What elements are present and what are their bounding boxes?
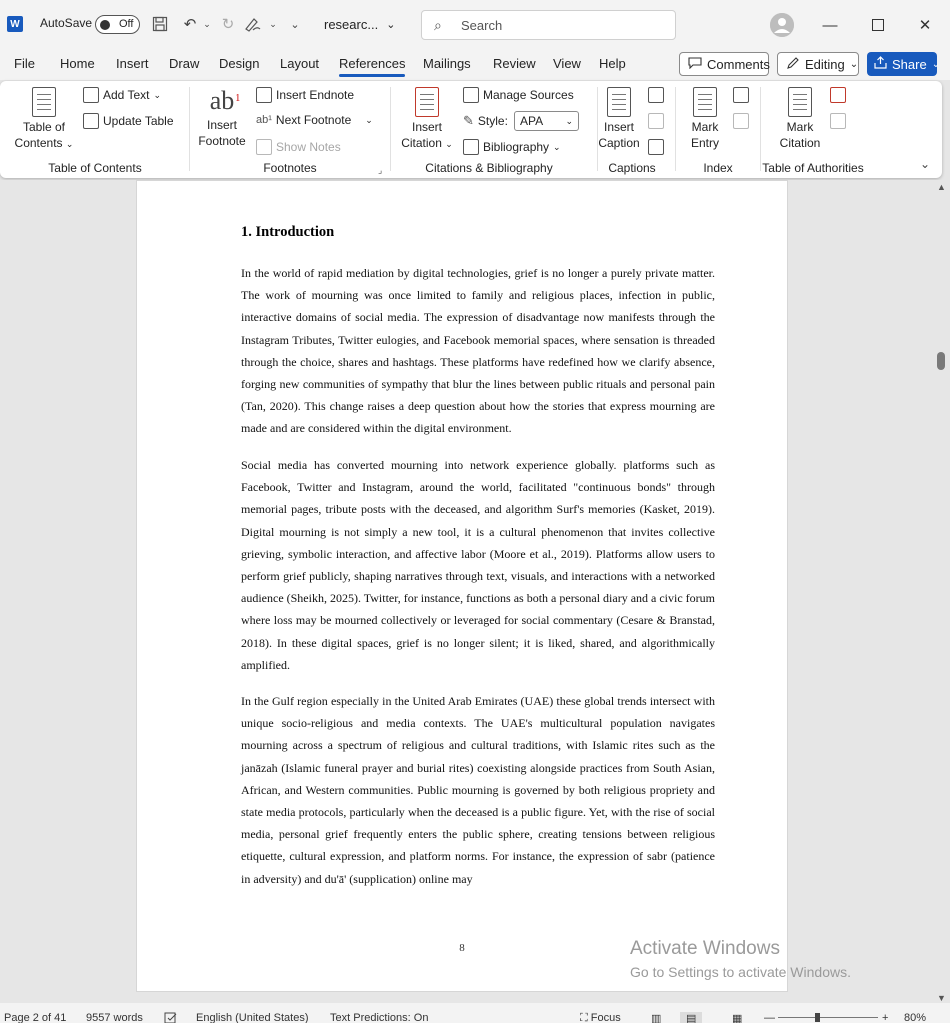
mark-citation-button[interactable] — [777, 87, 823, 151]
insert-caption-button[interactable] — [594, 87, 644, 151]
next-footnote-icon: ab¹ — [256, 114, 272, 126]
show-notes-icon — [256, 139, 272, 155]
document-title-text: researc... — [324, 17, 379, 32]
insert-caption-icon — [607, 87, 631, 117]
tab-layout[interactable]: Layout — [280, 56, 320, 71]
print-layout-icon[interactable]: ▤ — [680, 1012, 702, 1023]
page-number: 8 — [459, 942, 465, 954]
web-layout-icon[interactable]: ▦ — [732, 1013, 743, 1023]
zoom-slider-thumb[interactable] — [815, 1013, 820, 1022]
table-of-contents-label-text: Contents — [14, 136, 63, 150]
search-placeholder: Search — [461, 18, 503, 33]
document-page[interactable] — [136, 180, 788, 992]
next-footnote-button[interactable] — [256, 113, 373, 127]
table-of-contents-icon — [32, 87, 56, 117]
close-icon[interactable]: ✕ — [918, 17, 932, 34]
insert-table-of-authorities-icon[interactable] — [830, 87, 846, 103]
tab-view[interactable]: View — [553, 56, 581, 71]
undo-icon[interactable]: ↶ — [183, 16, 197, 33]
chevron-down-icon: ⌄ — [553, 141, 561, 152]
document-area — [0, 180, 933, 1003]
search-icon: ⌕ — [434, 17, 442, 33]
tab-file[interactable]: File — [14, 56, 35, 71]
mark-entry-icon — [693, 87, 717, 117]
chevron-down-icon: ⌄ — [849, 58, 859, 70]
tab-home[interactable]: Home — [60, 56, 95, 71]
manage-sources-icon — [463, 87, 479, 103]
maximize-icon[interactable] — [865, 12, 891, 38]
update-authorities-icon — [830, 113, 846, 129]
undo-dropdown-icon[interactable]: ⌄ — [203, 18, 211, 29]
bibliography-button[interactable] — [463, 139, 561, 155]
redo-icon[interactable]: ↻ — [221, 16, 235, 33]
insert-footnote-label-2: Footnote — [198, 134, 246, 148]
comments-button[interactable] — [679, 52, 769, 76]
tab-help[interactable]: Help — [599, 56, 626, 71]
insert-citation-icon — [415, 87, 439, 117]
vertical-scrollbar[interactable] — [933, 180, 950, 1003]
update-table-button[interactable] — [83, 113, 174, 129]
activate-windows-subtitle: Go to Settings to activate Windows. — [630, 964, 851, 980]
authorities-icon — [830, 87, 846, 103]
tab-review[interactable]: Review — [493, 56, 536, 71]
group-label-toc: Table of Contents — [48, 161, 142, 175]
insert-table-of-figures-icon[interactable] — [648, 87, 664, 103]
language-indicator[interactable]: English (United States) — [196, 1012, 309, 1023]
update-table-icon — [83, 113, 99, 129]
read-mode-icon[interactable]: ▥ — [651, 1013, 662, 1023]
customize-toolbar-icon[interactable]: ⌄ — [290, 18, 300, 31]
body-paragraph: In the Gulf region especially in the United Arab Emirates (UAE) these global trends intersect with unique socio-religious and media contexts. The UAE's multicultural population navigates mourning across a spectrum of religious and cultural traditions, with Islamic rites such as the janāzah (Islamic funeral prayer and burial rites) coexisting alongside practices from South Asian, African, and Western communities. Public mourning is governed by both religious propriety and state media protocols, particularly when the deceased is a public figure. Yet, with the rise of social media, personal grief frequently enters the public sphere, creating tensions between religious etiquette, cultural expression, and platform norms. For instance, the expression of sabr (patience in adversity) and du'ā' (supplication) online may — [241, 694, 715, 886]
table-of-contents-button[interactable] — [14, 87, 74, 152]
insert-citation-label-text: Citation — [401, 136, 442, 150]
comment-icon — [688, 57, 702, 72]
table-of-figures-icon — [648, 87, 664, 103]
tab-mailings[interactable]: Mailings — [423, 56, 471, 71]
activate-windows-title: Activate Windows — [630, 938, 780, 959]
zoom-in-icon[interactable]: + — [882, 1012, 889, 1023]
chevron-down-icon: ⌄ — [65, 139, 74, 149]
tab-draw[interactable]: Draw — [169, 56, 200, 71]
pencil-icon — [786, 56, 800, 73]
word-count[interactable]: 9557 words — [86, 1012, 143, 1023]
citation-style-label — [463, 113, 508, 129]
style-label-text: Style: — [477, 114, 508, 128]
add-text-label: Add Text — [103, 88, 150, 102]
ribbon-separator — [760, 87, 761, 171]
autosave-state: Off — [119, 18, 134, 30]
bibliography-icon — [463, 139, 479, 155]
style-pen-icon: ✎ — [463, 113, 474, 128]
group-label-captions: Captions — [608, 161, 656, 175]
update-table-label: Update Table — [103, 114, 174, 128]
insert-endnote-label: Insert Endnote — [276, 88, 355, 102]
collapse-ribbon-chevron-icon[interactable]: ⌄ — [920, 157, 931, 171]
scroll-down-arrow-icon[interactable]: ▼ — [937, 993, 946, 1003]
editing-mode-button[interactable] — [777, 52, 859, 76]
share-label: Share — [892, 56, 927, 72]
chevron-down-icon: ⌄ — [153, 89, 162, 100]
text-predictions-status[interactable]: Text Predictions: On — [330, 1012, 429, 1023]
ribbon-separator — [189, 87, 190, 171]
title-bar — [0, 0, 950, 50]
footnote-ab-icon: ab 1 — [209, 86, 241, 115]
update-table-of-authorities-icon[interactable] — [830, 113, 846, 129]
show-notes-button[interactable] — [256, 139, 341, 155]
autosave-toggle[interactable] — [95, 15, 140, 34]
proofing-icon[interactable] — [164, 1012, 178, 1023]
pen-dropdown-icon[interactable]: ⌄ — [269, 18, 277, 29]
cross-reference-glyph-icon — [648, 139, 664, 155]
zoom-out-icon[interactable]: — — [764, 1012, 775, 1023]
insert-index-icon[interactable] — [733, 87, 749, 103]
autosave-label: AutoSave — [40, 16, 93, 30]
ribbon — [0, 81, 942, 178]
add-text-icon — [83, 87, 99, 103]
next-footnote-label: Next Footnote — [275, 113, 352, 127]
mark-entry-label-1: Mark — [691, 120, 719, 134]
table-of-contents-label-2 — [15, 135, 74, 152]
mark-citation-label-2: Citation — [779, 136, 821, 150]
ribbon-separator — [675, 87, 676, 171]
page-count[interactable]: Page 2 of 41 — [4, 1012, 67, 1023]
status-bar — [0, 1003, 950, 1023]
tab-references[interactable]: References — [339, 56, 406, 71]
zoom-slider[interactable] — [778, 1017, 878, 1018]
update-table-of-figures-icon[interactable] — [648, 113, 664, 129]
insert-citation-button[interactable] — [399, 87, 455, 152]
group-label-citations: Citations & Bibliography — [425, 161, 553, 175]
mark-citation-label-1: Mark — [786, 120, 814, 134]
chevron-down-icon: ⌄ — [931, 58, 941, 70]
insert-footnote-label-1: Insert — [206, 118, 237, 132]
update-figures-icon — [648, 113, 664, 129]
focus-label: Focus — [590, 1012, 621, 1023]
group-label-authorities: Table of Authorities — [762, 161, 864, 175]
insert-citation-label-1: Insert — [411, 120, 442, 134]
bibliography-label: Bibliography — [483, 140, 550, 154]
insert-footnote-button[interactable] — [196, 87, 248, 149]
insert-citation-label-2 — [401, 135, 453, 152]
tab-insert[interactable]: Insert — [116, 56, 149, 71]
chevron-down-icon: ⌄ — [565, 115, 573, 126]
update-index-icon[interactable] — [733, 113, 749, 129]
share-icon — [874, 56, 887, 72]
focus-icon: ⛶ — [580, 1012, 588, 1023]
scrollbar-thumb[interactable] — [937, 352, 945, 370]
manage-sources-button[interactable] — [463, 87, 574, 103]
scroll-up-arrow-icon[interactable]: ▲ — [937, 182, 946, 192]
cross-reference-icon[interactable] — [648, 139, 664, 155]
mark-entry-label-2: Entry — [690, 136, 719, 150]
chevron-down-icon: ⌄ — [386, 19, 396, 31]
minimize-icon[interactable]: — — [822, 16, 838, 34]
table-of-contents-label-1: Table of — [22, 120, 66, 134]
citation-style-value: APA — [520, 114, 544, 128]
body-paragraph: Social media has converted mourning into network experience globally. platforms such as Facebook, Twitter and Instagram, around the world, facilitated "continuous bonds" through memorial pages, tribute posts with the deceased, and algorithm Surf's memories (Kasket, 2019). Digital mourning is not simply a new tool, it is a cultural phenomenon that invites collective grieving, symbolic interaction, and affective labor (Moore et al., 2019). Platforms allow users to perform grief publicly, shaping narratives through text, visuals, and interactions with a networked audience (Sheikh, 2025). Twitter, for instance, functions as both a personal diary and a civic forum where loss may be mourned collectively or leveraged for social commentary (Cesare & Branstad, 2018). In these digital spaces, grief is no longer silent; it is liked, shared, and algorithmically amplified. — [241, 458, 715, 672]
save-icon[interactable] — [150, 14, 170, 34]
share-button[interactable] — [867, 52, 941, 76]
insert-endnote-icon — [256, 87, 272, 103]
toggle-knob — [100, 20, 110, 30]
show-notes-label: Show Notes — [276, 140, 341, 154]
word-app-icon: W — [7, 16, 23, 32]
insert-caption-label-2: Caption — [598, 136, 640, 150]
update-index-glyph-icon — [733, 113, 749, 129]
mark-entry-button[interactable] — [683, 87, 727, 151]
editing-label: Editing — [805, 56, 845, 72]
tab-design[interactable]: Design — [219, 56, 260, 71]
comments-label: Comments — [707, 56, 770, 72]
footnotes-dialog-launcher-icon[interactable]: ⌟ — [378, 165, 383, 175]
body-paragraph: In the world of rapid mediation by digital technologies, grief is no longer a purely private matter. The work of mourning was once limited to family and religious places, infection in public, interactive domains of social media. The expression of disadvantage now manifests through the Instagram Tributes, Twitter eulogies, and Facebook memorial spaces, where sensation is threaded through the choice, shares and hashtags. These platforms have redefined how we clarify absence, forging new communities of sympathy that blur the lines between public rituals and personal pain (Tan, 2020). This change raises a deep question about how the stories that express mourning are made and are considered within the digital environment. — [241, 266, 715, 436]
focus-mode-button[interactable] — [580, 1012, 621, 1023]
mark-citation-icon — [788, 87, 812, 117]
ribbon-separator — [390, 87, 391, 171]
group-label-footnotes: Footnotes — [263, 161, 317, 175]
search-input[interactable] — [421, 10, 676, 40]
add-text-button[interactable] — [83, 87, 161, 103]
user-avatar[interactable] — [770, 13, 794, 37]
zoom-level[interactable]: 80% — [904, 1012, 927, 1023]
index-icon — [733, 87, 749, 103]
manage-sources-label: Manage Sources — [483, 88, 574, 102]
draw-pen-icon[interactable] — [243, 14, 263, 34]
group-label-index: Index — [703, 161, 733, 175]
citation-style-select[interactable] — [514, 111, 579, 131]
menu-bar — [0, 50, 950, 80]
chevron-down-icon: ⌄ — [365, 114, 373, 125]
insert-caption-label-1: Insert — [603, 120, 634, 134]
section-heading: 1. Introduction — [241, 224, 335, 240]
document-title[interactable] — [324, 17, 395, 32]
chevron-down-icon: ⌄ — [445, 139, 453, 149]
insert-endnote-button[interactable] — [256, 87, 354, 103]
